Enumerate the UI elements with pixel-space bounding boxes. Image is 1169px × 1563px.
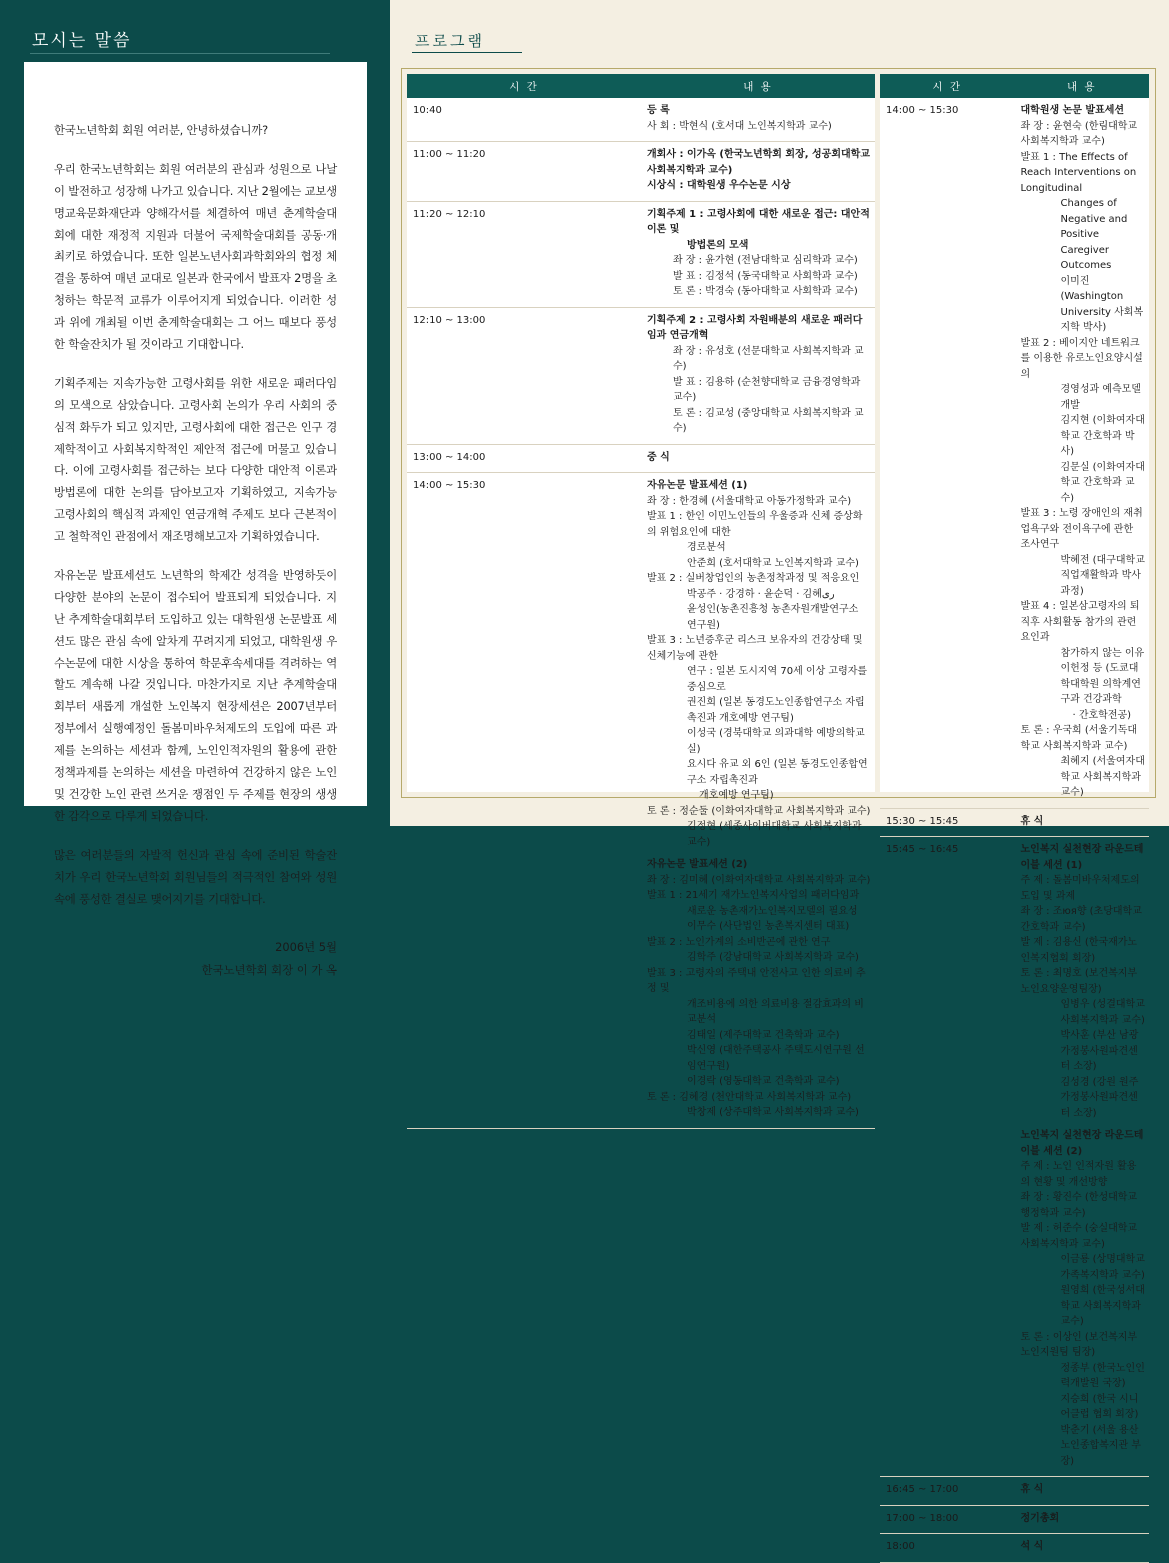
- schedule-time: 14:00 ~ 15:30: [880, 98, 1015, 808]
- schedule-row: [407, 307, 875, 444]
- schedule-line: 좌 장 : 황진수 (한성대학교 행정학과 교수): [1020, 1192, 1138, 1219]
- schedule-line: 발표 2 : 노인가계의 소비반곤에 관한 연구: [647, 936, 831, 948]
- schedule-line: 발표 3 : 노년증후군 리스크 보유자의 건강상태 및 신체기능에 관한: [647, 635, 863, 662]
- schedule-line: 연구 : 일본 도시지역 70세 이상 고령자를 중심으로: [687, 666, 868, 693]
- schedule-line: 발 표 : 김용하 (순천향대학교 금융경영학과 교수): [673, 376, 861, 403]
- schedule-line: 토 론 : 김교성 (중앙대학교 사회복지학과 교수): [673, 407, 864, 434]
- schedule-line: 이경락 (영동대학교 건축학과 교수): [687, 1076, 840, 1087]
- schedule-line: 박창제 (상주대학교 사회복지학과 교수): [687, 1107, 859, 1118]
- header-time: 시 간: [407, 74, 641, 98]
- program-column-right: [880, 74, 1149, 1552]
- schedule-line: 시상식 : 대학원생 우수논문 시상: [647, 180, 791, 191]
- schedule-line: 김정현 (세종사이버대학교 사회복지학과 교수): [687, 821, 862, 848]
- schedule-time: 12:10 ~ 13:00: [407, 307, 641, 444]
- schedule-line: 김태일 (제주대학교 건축학과 교수): [687, 1029, 840, 1041]
- schedule-line: 좌 장 : 조юя향 (초당대학교 간호학과 교수): [1020, 906, 1142, 933]
- greeting-title-divider: [30, 53, 330, 54]
- schedule-line: 노인복지 실천현장 라운드테이블 세션 (1): [1020, 844, 1144, 871]
- greeting-paragraph: 우리 한국노년학회는 회원 여러분의 관심과 성원으로 나날이 발전하고 성장해 나가고 있습니다. 지난 2월에는 교보생명교육문화재단과 양해각서를 체결하여 매년 춘계학술대회에 대한 재정적 지원과 더불어 국제학술대회를 공동·개최키로 하였습니다. 또한 일본노년사회과학회와의 협정 체결을 통하여 매년 교대로 일본과 한국에서 발표자 2명을 초청하는 학문적 교류가 이루어지게 되었습니다. 이러한 성과 위에 개최될 이번 춘계학술대회는 그 어느 때보다 풍성한 학술잔치가 될 것이라고 기대합니다.: [54, 161, 337, 352]
- schedule-line: 박공주 · 강경하 · 윤순덕 · 김혜ری: [687, 588, 835, 600]
- greeting-paragraph: 자유논문 발표세션도 노년학의 학제간 성격을 반영하듯이 다양한 분야의 논문이 접수되어 발표되게 되었습니다. 지난 추계학술대회부터 도입하고 있는 대학원생 논문발표 세션도 많은 관심 속에 알차게 꾸려지게 되었고, 대학원생 우수논문에 대한 시상을 통하여 학문후속세대를 격려하는 역할도 계속해 나갈 것입니다. 마찬가지로 지난 추계학술대회부터 새롭게 개설한 노인복지 현장세션은 2007년부터 정부에서 실행예정인 돌봄미바우처제도의 도입에 따른 과제를 논의하는 세션과 함께, 노인인적자원의 활용에 관한 정책과제를 논의하는 세션을 마련하여 건강하지 않은 노인 및 건강한 노인 관련 쓰거운 쟁점인 두 주제를 현장의 생생한 감각으로 다루게 되었습니다.: [54, 568, 337, 823]
- schedule-line: 지승희 (한국 시니어클럽 협회 회장): [1060, 1393, 1139, 1420]
- schedule-time: 14:00 ~ 15:30: [407, 473, 641, 1129]
- schedule-line: 노인복지 실천현장 라운드테이블 세션 (2): [1020, 1130, 1144, 1157]
- schedule-row: [407, 98, 875, 142]
- table-header-row: [407, 74, 875, 98]
- schedule-content: [641, 444, 875, 473]
- schedule-content: [641, 98, 875, 142]
- schedule-line: 자유논문 발표세션 (1): [647, 480, 748, 491]
- schedule-time: 15:30 ~ 15:45: [880, 808, 1015, 837]
- schedule-time: 17:00 ~ 18:00: [880, 1505, 1015, 1534]
- schedule-line: 정종부 (한국노인인력개발원 국장): [1060, 1362, 1145, 1389]
- greeting-paragraph: 한국노년학회 회원 여러분, 안녕하셨습니까?: [54, 123, 268, 137]
- program-column-left: [407, 74, 875, 1118]
- schedule-line: 발표 4 : 일본삼고령자의 퇴직후 사회활동 참가의 관련요인과: [1020, 601, 1140, 643]
- schedule-line: 발표 2 : 실버창업인의 농촌정착과정 및 적응요인: [647, 573, 860, 584]
- schedule-content: [1015, 1505, 1150, 1534]
- schedule-time: 16:45 ~ 17:00: [880, 1477, 1015, 1506]
- program-title: 프로그램: [415, 32, 485, 50]
- schedule-time: 15:45 ~ 16:45: [880, 837, 1015, 1477]
- schedule-row: [407, 444, 875, 473]
- schedule-time: 10:40: [407, 98, 641, 142]
- schedule-line: 이무수 (사단법인 농촌복지센터 대표): [687, 921, 850, 932]
- schedule-line: 경로분석: [687, 542, 726, 553]
- header-content: 내 용: [641, 74, 875, 98]
- schedule-time: 18:00: [880, 1534, 1015, 1563]
- schedule-line: 토 론 : 정순둘 (이화여자대학교 사회복지학과 교수): [647, 805, 871, 817]
- schedule-line: 발 제 : 허준수 (숭실대학교 사회복지학과 교수): [1020, 1223, 1138, 1250]
- schedule-content: [1015, 1477, 1150, 1506]
- schedule-line: 방법론의 모색: [687, 239, 749, 251]
- signature-date: 2006년 5월: [275, 940, 337, 955]
- schedule-content: [641, 201, 875, 307]
- schedule-line: 박춘기 (서울 용산노인종합복지관 부장): [1060, 1424, 1141, 1467]
- schedule-content: [1015, 808, 1150, 837]
- schedule-time: 11:00 ~ 11:20: [407, 142, 641, 202]
- schedule-table-right: [880, 74, 1149, 1563]
- greeting-panel: [0, 0, 390, 977]
- greeting-paragraph: 많은 여러분들의 자발적 헌신과 관심 속에 준비된 학술잔치가 우리 한국노년학회 회원님들의 적극적인 참여와 성원속에 풍성한 결실로 맺어지기를 기대합니다.: [54, 847, 337, 906]
- schedule-line: 박혜전 (대구대학교 직업재활학과 박사과정): [1060, 554, 1145, 597]
- greeting-paragraph: 기획주제는 지속가능한 고령사회를 위한 새로운 패러다임의 모색으로 삼았습니다. 고령사회 논의가 우리 사회의 중심적 화두가 되고 있지만, 고령사회에 대한 접근은 인구 경제학적이고 사회복지학적인 제안적 접근에 머물고 있습니다. 이에 고령사회를 접근하는 보다 다양한 대안적 이론과 방법론에 대한 논의를 담아보고자 기획하였고, 지속가능 고령사회의 핵심적 과제인 연금개혁 주제도 보다 근본적이고 철학적인 관점에서 재조명해보고자 기획하였습니다.: [54, 375, 337, 544]
- table-header-row: [880, 74, 1149, 98]
- schedule-row: [880, 98, 1149, 808]
- schedule-line: 휴 식: [1020, 815, 1044, 827]
- schedule-line: 기획주제 1 : 고령사회에 대한 새로운 접근: 대안적 이론 및: [647, 208, 870, 235]
- schedule-line: 발 제 : 김용신 (한국재가노인복지협회 회장): [1020, 937, 1138, 964]
- schedule-row: [407, 142, 875, 202]
- schedule-content: [1015, 98, 1150, 808]
- schedule-line: 자유논문 발표세션 (2): [647, 859, 748, 870]
- program-frame: [401, 68, 1156, 1552]
- schedule-content: [1015, 837, 1150, 1477]
- schedule-line: 정기총회: [1020, 1512, 1060, 1524]
- schedule-line: 토 론 : 김혜경 (천안대학교 사회복지학과 교수): [647, 1091, 852, 1103]
- schedule-line: 원영희 (한국성서대학교 사회복지학과 교수): [1060, 1285, 1145, 1327]
- schedule-line: 발표 3 : 노령 장애인의 재취업욕구와 전이욕구에 관한 조사연구: [1020, 508, 1143, 550]
- schedule-line: 윤성인(농촌진흥청 농촌자원개발연구소 연구원): [687, 604, 859, 631]
- schedule-line: 발표 3 : 고령자의 주택내 안전사고 인한 의료비 추정 및: [647, 967, 866, 994]
- schedule-row: [880, 837, 1149, 1477]
- schedule-line: 휴 식: [1020, 1484, 1044, 1495]
- schedule-line: 김학주 (강남대학교 사회복지학과 교수): [687, 952, 859, 963]
- schedule-line: 대학원생 논문 발표세션: [1020, 105, 1125, 116]
- schedule-line: 이성국 (경북대학교 의과대학 예방의학교실): [687, 728, 865, 755]
- schedule-line: 발표 2 : 베이지안 네트워크를 이용한 유로노인요양시설의: [1020, 337, 1143, 380]
- schedule-line: 좌 장 : 윤가현 (전남대학교 심리학과 교수): [673, 255, 858, 266]
- schedule-line: 요시다 유교 외 6인 (일본 동경도인종합연구소 자립촉진과: [687, 759, 868, 786]
- schedule-line: 토 론 : 박경숙 (동아대학교 사회학과 교수): [673, 286, 858, 297]
- schedule-row: [407, 201, 875, 307]
- schedule-line: 안준희 (호서대학교 노인복지학과 교수): [687, 557, 859, 569]
- schedule-line: 박사훈 (부산 남광가정봉사원파견센터 소장): [1060, 1030, 1139, 1072]
- schedule-line: 기획주제 2 : 고령사회 자원배분의 새로운 패러다임과 연금개혁: [647, 314, 863, 341]
- schedule-line: 중 식: [647, 451, 670, 463]
- schedule-line: 이미진 (Washington University 사회복지학 박사): [1060, 275, 1144, 333]
- schedule-line: 좌 장 : 윤현숙 (한림대학교 사회복지학과 교수): [1020, 120, 1138, 147]
- schedule-line: 등 록: [647, 105, 670, 116]
- schedule-line: 참가하지 않는 이유: [1060, 647, 1145, 659]
- schedule-line: 임병우 (성결대학교 사회복지학과 교수): [1060, 999, 1145, 1026]
- schedule-row: [880, 808, 1149, 837]
- schedule-line: 석 식: [1020, 1541, 1044, 1552]
- schedule-line: 새로운 농촌재가노인복지모델의 필요성: [687, 905, 858, 917]
- schedule-time: 13:00 ~ 14:00: [407, 444, 641, 473]
- schedule-line: 개조비용에 의한 의료비용 절감효과의 비교분석: [687, 998, 864, 1025]
- schedule-table-left: [407, 74, 875, 1129]
- schedule-row: [880, 1505, 1149, 1534]
- schedule-content: [641, 142, 875, 202]
- signature-name: 한국노년학회 회장 이 가 옥: [201, 962, 337, 977]
- schedule-time: 11:20 ~ 12:10: [407, 201, 641, 307]
- schedule-row: [407, 473, 875, 1129]
- program-title-divider: [412, 52, 522, 53]
- schedule-line: 토 론 : 이상인 (보건복지부 노인지원팀 팀장): [1020, 1331, 1138, 1358]
- schedule-line: · 간호학전공): [1072, 709, 1132, 721]
- schedule-content: [1015, 1534, 1150, 1563]
- schedule-line: Outcomes: [1060, 260, 1112, 271]
- schedule-line: 경영성과 예측모델 개발: [1060, 384, 1141, 411]
- schedule-line: 김성경 (강원 원주가정봉사원파견센터 소장): [1060, 1076, 1139, 1119]
- schedule-line: 개회사 : 이가옥 (한국노년학회 회장, 성공회대학교 사회복지학과 교수): [647, 149, 870, 176]
- schedule-line: 김지현 (이화여자대학교 간호학과 박사): [1060, 415, 1145, 457]
- schedule-line: 좌 장 : 김미혜 (이화여자대학교 사회복지학과 교수): [647, 874, 871, 886]
- schedule-row: [880, 1534, 1149, 1563]
- schedule-line: 토 론 : 우국희 (서울기독대학교 사회복지학과 교수): [1020, 725, 1138, 752]
- schedule-line: 주 제 : 노인 인적자원 활용의 현황 및 개선방향: [1020, 1161, 1137, 1188]
- schedule-line: 발 표 : 김정석 (동국대학교 사회학과 교수): [673, 270, 858, 282]
- schedule-line: 토 론 : 최명호 (보건복지부 노인요양운영팀장): [1020, 968, 1138, 995]
- signature-block: [54, 936, 337, 980]
- schedule-line: 좌 장 : 한경혜 (서울대학교 아동가정학과 교수): [647, 495, 852, 507]
- header-content: 내 용: [1015, 74, 1150, 98]
- greeting-title: 모시는 말씀: [32, 31, 132, 51]
- schedule-line: 최혜지 (서울여자대학교 사회복지학과 교수): [1060, 756, 1145, 798]
- schedule-line: Changes of Negative and Positive Caregiver: [1060, 198, 1128, 256]
- schedule-content: [641, 307, 875, 444]
- schedule-line: 발표 1 : 21세기 재가노인복지사업의 패러다임과: [647, 890, 860, 901]
- schedule-line: 발표 1 : 한인 이민노인들의 우울증과 신체 증상화의 위험요인에 대한: [647, 511, 863, 538]
- schedule-line: 권진희 (일본 동경도노인종합연구소 자립촉진과 개호예방 연구팀): [687, 697, 865, 724]
- schedule-line: 개호예방 연구팀): [699, 790, 774, 801]
- schedule-line: 김문실 (이화여자대학교 간호학과 교수): [1060, 461, 1145, 504]
- schedule-line: 이헌정 등 (도쿄대학대학원 의학계연구과 건강과학: [1060, 663, 1141, 705]
- schedule-line: 주 제 : 돌봄미바우처제도의 도입 및 과제: [1020, 875, 1140, 902]
- greeting-body: [24, 62, 367, 977]
- schedule-line: 발표 1 : The Effects of Reach Interventions on Longitudinal: [1020, 151, 1137, 194]
- schedule-line: 좌 장 : 유성호 (선문대학교 사회복지학과 교수): [673, 345, 864, 372]
- schedule-content: [641, 473, 875, 1129]
- schedule-line: 사 회 : 박현식 (호서대 노인복지학과 교수): [647, 120, 832, 132]
- header-time: 시 간: [880, 74, 1015, 98]
- schedule-line: 박신영 (대한주택공사 주택도시연구원 선임연구원): [687, 1045, 865, 1072]
- schedule-line: 이금룡 (상명대학교 가족복지학과 교수): [1060, 1254, 1145, 1281]
- schedule-row: [880, 1477, 1149, 1506]
